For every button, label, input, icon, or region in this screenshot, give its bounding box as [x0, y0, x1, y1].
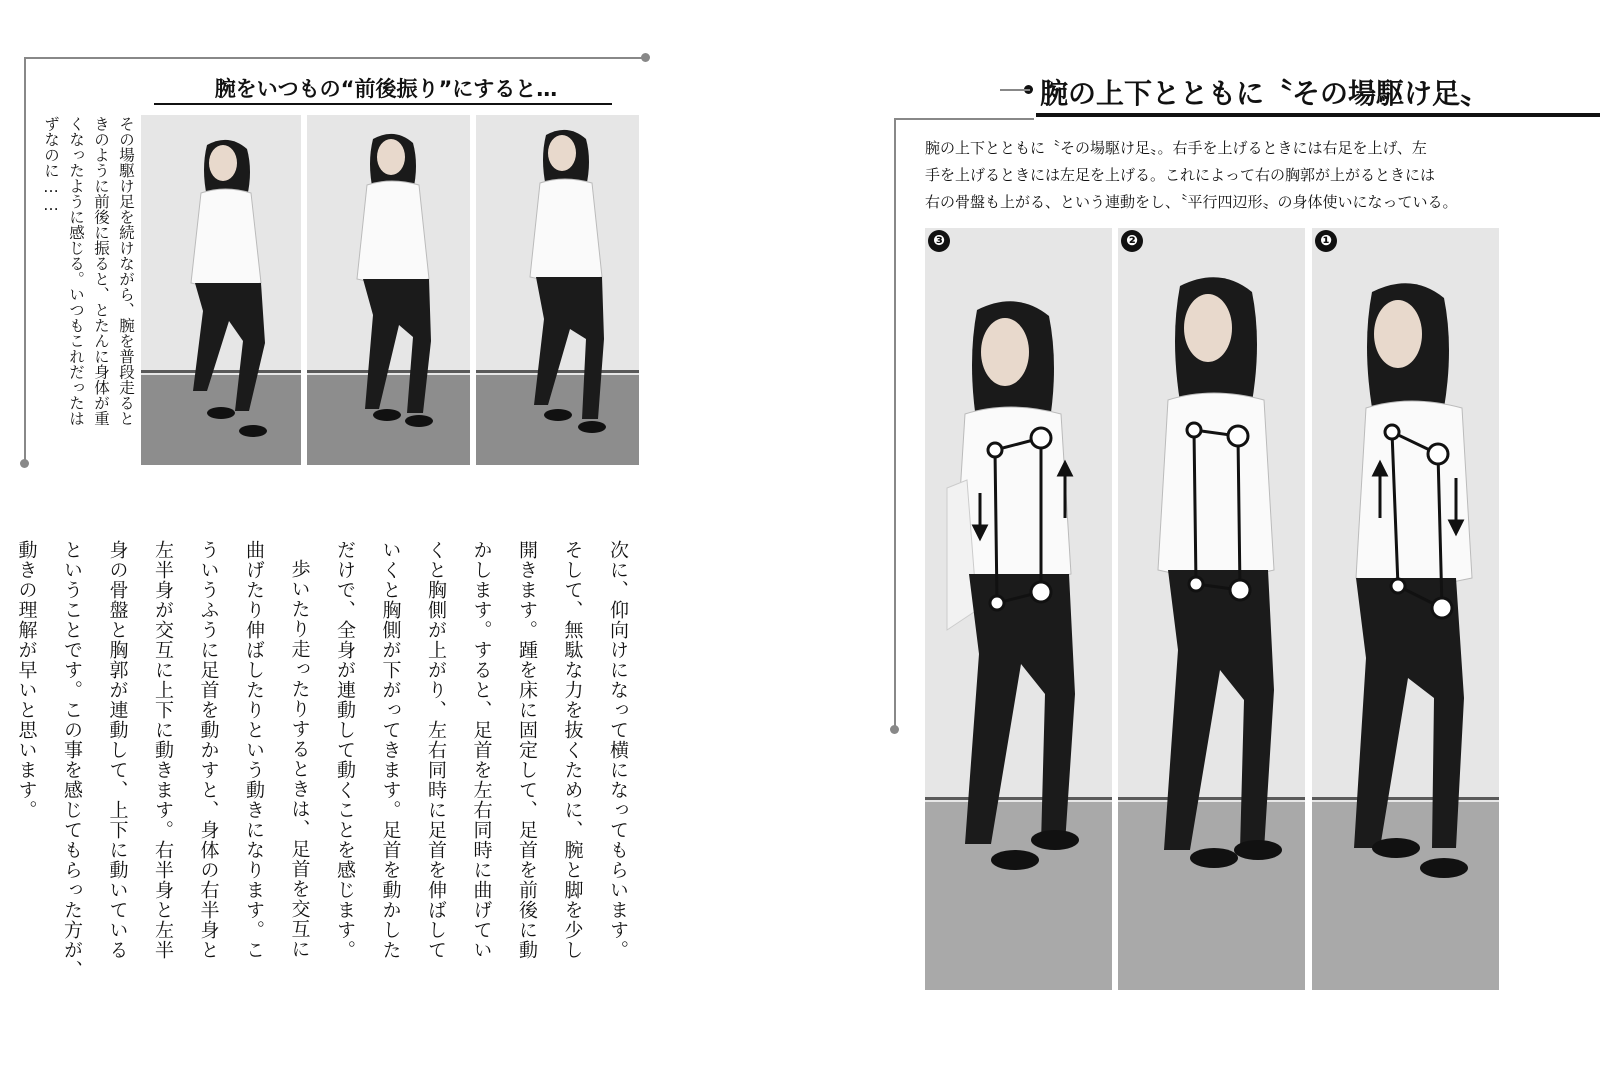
figure-silhouette: [925, 228, 1112, 990]
box-top-rule: [24, 57, 646, 59]
figure-silhouette: [1312, 228, 1499, 990]
body-line: そして、無駄な力を抜くために、腕と脚を少し: [561, 540, 584, 960]
box-left-rule: [24, 57, 26, 462]
body-line: 曲げたり伸ばしたりという動きになります。こ: [243, 540, 265, 960]
body-line: 歩いたり走ったりするときは、足首を交互に: [288, 559, 311, 959]
side-caption-line: ずなのに……: [42, 116, 60, 214]
figure-silhouette: [1118, 228, 1305, 990]
photo-step-3: [925, 228, 1112, 990]
body-text: [3, 540, 640, 1040]
body-line: ういうふうに足首を動かすと、身体の右半身と: [197, 540, 220, 960]
body-line: 動きの理解が早いと思います。: [15, 540, 38, 820]
photo-step-2: [1118, 228, 1305, 990]
body-line: だけで、全身が連動して動くことを感じます。: [334, 540, 356, 960]
side-caption-line: その場駆け足を続けながら、腕を普段走ると: [117, 116, 135, 426]
side-caption-line: きのように前後に振ると、とたんに身体が重: [92, 116, 110, 426]
caption-line: 右の骨盤も上がる、という連動をし、〝平行四辺形〟の身体使いになっている。: [925, 193, 1458, 211]
step-badge-1: ❶: [1315, 230, 1337, 252]
caption-line: 腕の上下とともに〝その場駆け足〟。右手を上げるときには右足を上げ、左: [925, 139, 1427, 157]
step-badge-3: ❸: [928, 230, 950, 252]
step-badge-2: ❷: [1121, 230, 1143, 252]
body-line: 左半身が交互に上下に動きます。右半身と左半: [152, 540, 174, 960]
photo-step-1: [1312, 228, 1499, 990]
heading-rule: [1000, 89, 1030, 91]
photo-arm-swing-2: [307, 115, 470, 465]
photo-arm-swing-1: [141, 115, 301, 465]
caption-line: 手を上げるときには左足を上げる。これによって右の胸郭が上がるときには: [925, 166, 1436, 184]
body-line: かします。すると、足首を左右同時に曲げてい: [470, 540, 493, 960]
heading-underline: [154, 103, 612, 105]
figure-silhouette: [476, 115, 639, 465]
box-top-rule: [894, 118, 1034, 120]
side-caption-line: くなったように感じる。いつもこれだったは: [67, 116, 85, 426]
heading-bar: [1036, 113, 1600, 117]
figure-silhouette: [307, 115, 470, 465]
body-line: ということです。この事を感じてもらった方が、: [61, 540, 83, 980]
rule-end-dot: [641, 53, 650, 62]
box-left-rule: [894, 118, 896, 728]
body-line: いくと胸側が下がってきます。足首を動かした: [379, 540, 402, 960]
photo-arm-swing-3: [476, 115, 639, 465]
body-line: 次に、仰向けになって横になってもらいます。: [607, 540, 629, 960]
body-line: くと胸側が上がり、左右同時に足首を伸ばして: [425, 540, 447, 960]
right-page-heading: 腕の上下とともに〝その場駆け足〟: [1040, 77, 1489, 110]
side-caption: [38, 116, 138, 466]
rule-end-dot: [890, 725, 899, 734]
right-caption: [925, 135, 1525, 216]
body-line: 開きます。踵を床に固定して、足首を前後に動: [516, 540, 538, 960]
left-box-heading: 腕をいつもの“前後振り”にすると…: [214, 77, 558, 101]
body-line: 身の骨盤と胸郭が連動して、上下に動いている: [106, 540, 129, 960]
figure-silhouette: [141, 115, 301, 465]
rule-end-dot: [20, 459, 29, 468]
